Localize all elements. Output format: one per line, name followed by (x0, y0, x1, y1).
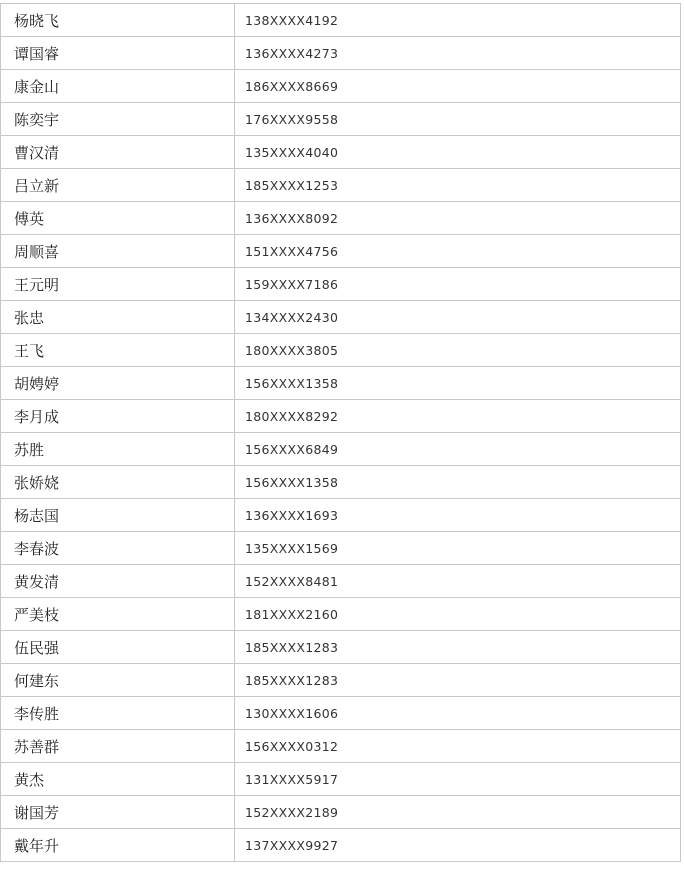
table-row (1, 400, 681, 433)
table-row (1, 367, 681, 400)
contact-phone-cell: 185XXXX1253 (235, 169, 681, 202)
contact-phone-cell: 137XXXX9927 (235, 829, 681, 862)
contact-phone-cell: 134XXXX2430 (235, 301, 681, 334)
contact-name-cell: 傅英 (1, 202, 235, 235)
contact-name-cell: 苏胜 (1, 433, 235, 466)
contact-table (0, 3, 681, 862)
contact-name-cell: 张忠 (1, 301, 235, 334)
table-row (1, 301, 681, 334)
contact-phone-cell: 131XXXX5917 (235, 763, 681, 796)
table-row (1, 235, 681, 268)
contact-phone-cell: 152XXXX8481 (235, 565, 681, 598)
table-row (1, 169, 681, 202)
contact-phone-cell: 186XXXX8669 (235, 70, 681, 103)
table-row (1, 136, 681, 169)
table-row (1, 796, 681, 829)
contact-phone-cell: 136XXXX8092 (235, 202, 681, 235)
contact-phone-cell: 136XXXX1693 (235, 499, 681, 532)
contact-name-cell: 陈奕宇 (1, 103, 235, 136)
contact-name-cell: 戴年升 (1, 829, 235, 862)
table-row (1, 565, 681, 598)
contact-name-cell: 胡娉婷 (1, 367, 235, 400)
contact-name-cell: 周顺喜 (1, 235, 235, 268)
contact-name-cell: 康金山 (1, 70, 235, 103)
contact-phone-cell: 185XXXX1283 (235, 631, 681, 664)
contact-phone-cell: 156XXXX1358 (235, 367, 681, 400)
contact-name-cell: 王元明 (1, 268, 235, 301)
contact-phone-cell: 156XXXX6849 (235, 433, 681, 466)
table-row (1, 697, 681, 730)
contact-phone-cell: 151XXXX4756 (235, 235, 681, 268)
contact-name-cell: 王飞 (1, 334, 235, 367)
contact-phone-cell: 138XXXX4192 (235, 4, 681, 37)
contact-name-cell: 谢国芳 (1, 796, 235, 829)
table-row (1, 730, 681, 763)
contact-name-cell: 黄发清 (1, 565, 235, 598)
table-row (1, 70, 681, 103)
table-row (1, 4, 681, 37)
contact-name-cell: 曹汉清 (1, 136, 235, 169)
table-row (1, 334, 681, 367)
contact-phone-cell: 176XXXX9558 (235, 103, 681, 136)
table-row (1, 829, 681, 862)
table-row (1, 598, 681, 631)
table-row (1, 466, 681, 499)
table-row (1, 631, 681, 664)
contact-name-cell: 李月成 (1, 400, 235, 433)
contact-phone-cell: 185XXXX1283 (235, 664, 681, 697)
contact-phone-cell: 156XXXX1358 (235, 466, 681, 499)
contact-name-cell: 李传胜 (1, 697, 235, 730)
table-row (1, 763, 681, 796)
contact-phone-cell: 136XXXX4273 (235, 37, 681, 70)
contact-name-cell: 李春波 (1, 532, 235, 565)
table-row (1, 103, 681, 136)
contact-name-cell: 谭国睿 (1, 37, 235, 70)
contact-phone-cell: 152XXXX2189 (235, 796, 681, 829)
contact-phone-cell: 135XXXX4040 (235, 136, 681, 169)
contact-name-cell: 伍民强 (1, 631, 235, 664)
contact-phone-cell: 130XXXX1606 (235, 697, 681, 730)
table-row (1, 268, 681, 301)
table-row (1, 499, 681, 532)
contact-rows (1, 4, 681, 862)
contact-name-cell: 黄杰 (1, 763, 235, 796)
contact-name-cell: 苏善群 (1, 730, 235, 763)
contact-phone-cell: 156XXXX0312 (235, 730, 681, 763)
contact-name-cell: 何建东 (1, 664, 235, 697)
contact-name-cell: 严美枝 (1, 598, 235, 631)
contact-name-cell: 吕立新 (1, 169, 235, 202)
contact-phone-cell: 180XXXX8292 (235, 400, 681, 433)
contact-phone-cell: 159XXXX7186 (235, 268, 681, 301)
contact-name-cell: 杨晓飞 (1, 4, 235, 37)
table-row (1, 532, 681, 565)
contact-phone-cell: 181XXXX2160 (235, 598, 681, 631)
table-row (1, 433, 681, 466)
contact-name-cell: 杨志国 (1, 499, 235, 532)
contact-phone-cell: 180XXXX3805 (235, 334, 681, 367)
table-row (1, 37, 681, 70)
contact-name-cell: 张娇娆 (1, 466, 235, 499)
contact-phone-cell: 135XXXX1569 (235, 532, 681, 565)
table-row (1, 664, 681, 697)
table-row (1, 202, 681, 235)
